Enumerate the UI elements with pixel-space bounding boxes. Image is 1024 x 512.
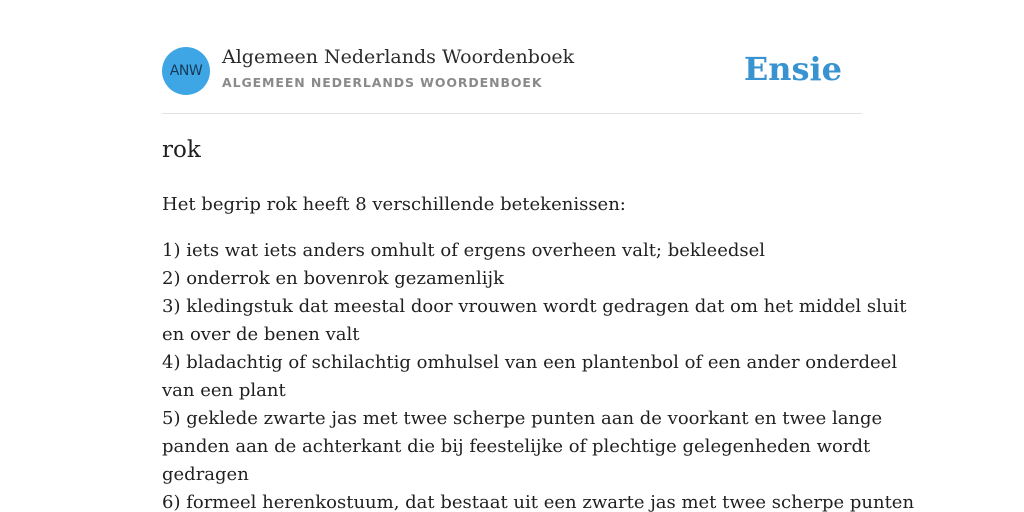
definition-text: 5) geklede zwarte jas met twee scherpe punten aan de voorkant en twee lange (162, 408, 883, 429)
definition-text: 3) kledingstuk dat meestal door vrouwen wordt gedragen dat om het middel sluit (162, 296, 907, 317)
definition-text: van een plant (162, 380, 286, 401)
definition-text: 1) iets wat iets anders omhult of ergens overheen valt; bekleedsel (162, 240, 766, 261)
anw-logo[interactable] (162, 47, 210, 95)
definition-text: 4) bladachtig of schilachtig omhulsel van een plantenbol of een ander onderdeel (162, 352, 898, 373)
definition-item (162, 265, 862, 293)
definition-text: panden aan de achterkant die bij feestelijke of plechtige gelegenheden wordt (162, 436, 871, 457)
definition-text: gedragen (162, 464, 249, 485)
definition-item (162, 405, 883, 489)
entry-term: rok (162, 137, 201, 163)
definition-item (162, 489, 915, 512)
definition-item (162, 237, 862, 265)
definition-item (162, 349, 898, 405)
entry-intro: Het begrip rok heeft 8 verschillende betekenissen: (162, 194, 626, 215)
definition-item (162, 293, 907, 349)
dictionary-subtitle: ALGEMEEN NEDERLANDS WOORDENBOEK (222, 75, 543, 90)
definition-text: en over de benen valt (162, 324, 360, 345)
definitions-list (162, 237, 915, 512)
dictionary-title[interactable]: Algemeen Nederlands Woordenboek (222, 46, 575, 68)
site-header (162, 0, 862, 114)
logo-text: ANW (169, 63, 203, 79)
definition-text: 6) formeel herenkostuum, dat bestaat uit een zwarte jas met twee scherpe punten (162, 492, 915, 512)
definition-text: 2) onderrok en bovenrok gezamenlijk (162, 268, 504, 289)
page-content (162, 0, 915, 512)
ensie-brand-logo[interactable]: Ensie (743, 50, 842, 88)
